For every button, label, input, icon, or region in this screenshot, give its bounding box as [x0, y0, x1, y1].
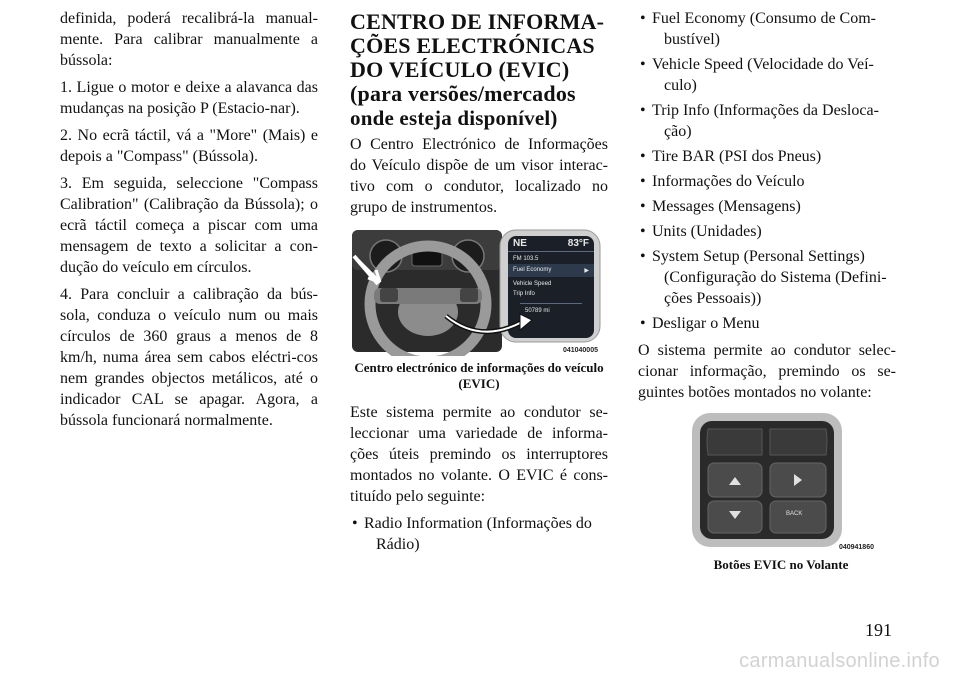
description-paragraph: Este sistema permite ao condutor se-leccionar uma variedade de informa-ções úteis premindo os interruptores montados no volante. O EVIC é cons-tituído pelo seguinte:	[350, 404, 608, 505]
display-item-label: Fuel Economy	[513, 267, 552, 273]
section-heading	[350, 10, 608, 130]
page-number: 191	[865, 620, 892, 640]
step-3: 3. Em seguida, seleccione "Compass Calibration" (Calibração da Bússola); o ecrã táctil começa a piscar com uma mensagem de texto a solicitar a con-dução do veículo em círculos.	[60, 175, 318, 276]
list-item: • Vehicle Speed (Velocidade do Veí-culo)	[638, 54, 896, 96]
figure-caption: Centro electrónico de informações do veículo (EVIC)	[354, 360, 604, 391]
description-paragraph: O sistema permite ao condutor selec-cionar informação, premindo os se-guintes botões montados no volante:	[638, 342, 896, 401]
heading-line: ÇÕES ELECTRÓNICAS	[350, 33, 595, 58]
list-item: • Tire BAR (PSI dos Pneus)	[638, 146, 896, 167]
list-item: • Fuel Economy (Consumo de Com-bustível)	[638, 8, 896, 50]
list-item: • Units (Unidades)	[638, 221, 896, 242]
step-4: 4. Para concluir a calibração da bús-sola, conduza o veículo num ou mais círculos de 360 graus a menos de 8 km/h, numa área sem cabos eléctri-cos nem grandes objectos metálicos, até o indicador CAL se apagar. Agora, a bússola funcionará normalmente.	[60, 286, 318, 429]
list-item: • Radio Information (Informações do Rádio)	[350, 513, 608, 555]
list-item: • Desligar o Menu	[638, 313, 896, 334]
evic-figure	[350, 226, 604, 356]
play-icon: ▶	[584, 268, 589, 274]
column-left	[60, 8, 318, 437]
display-heading: NE	[513, 238, 527, 249]
intro-paragraph: O Centro Electrónico de Informações do Veículo dispõe de um visor interac-tivo com o condutor, localizado no grupo de instrumentos.	[350, 136, 608, 216]
back-button-label: BACK	[786, 511, 803, 517]
list-item: • Trip Info (Informações da Desloca-ção)	[638, 100, 896, 142]
watermark: carmanualsonline.info	[739, 650, 940, 672]
bullet-list	[350, 513, 608, 555]
paragraph: definida, poderá recalibrá-la manual-mente. Para calibrar manualmente a bússola:	[60, 10, 318, 69]
column-right	[638, 8, 896, 573]
display-temperature: 83°F	[567, 238, 589, 249]
heading-line: DO VEÍCULO (EVIC)	[350, 57, 570, 82]
step-1: 1. Ligue o motor e deixe a alavanca das mudanças na posição P (Estacio-nar).	[60, 79, 318, 117]
evic-display	[508, 236, 594, 338]
heading-line: CENTRO DE INFORMA-	[350, 9, 605, 34]
evic-buttons-figure	[686, 411, 876, 553]
heading-line: onde esteja disponível)	[350, 106, 558, 130]
list-item: • Messages (Mensagens)	[638, 196, 896, 217]
display-item: FM 103.5	[513, 256, 539, 262]
column-middle	[350, 8, 608, 561]
figure-code: 040941860	[838, 544, 874, 551]
list-item: • Informações do Veículo	[638, 171, 896, 192]
figure-code: 041040005	[562, 347, 598, 354]
display-item: Vehicle Speed	[513, 281, 552, 287]
figure-caption: Botões EVIC no Volante	[713, 557, 849, 572]
heading-line: (para versões/mercados	[350, 81, 576, 106]
list-item: • System Setup (Personal Settings) (Configuração do Sistema (Defini-ções Pessoais))	[638, 246, 896, 309]
display-item-selected	[508, 264, 594, 277]
step-2: 2. No ecrã táctil, vá a "More" (Mais) e depois a "Compass" (Bússola).	[60, 127, 318, 165]
display-item: Trip Info	[513, 291, 535, 297]
display-odometer: 50789 mi	[520, 303, 582, 318]
bullet-list	[638, 8, 896, 334]
evic-buttons-illustration	[686, 411, 876, 553]
